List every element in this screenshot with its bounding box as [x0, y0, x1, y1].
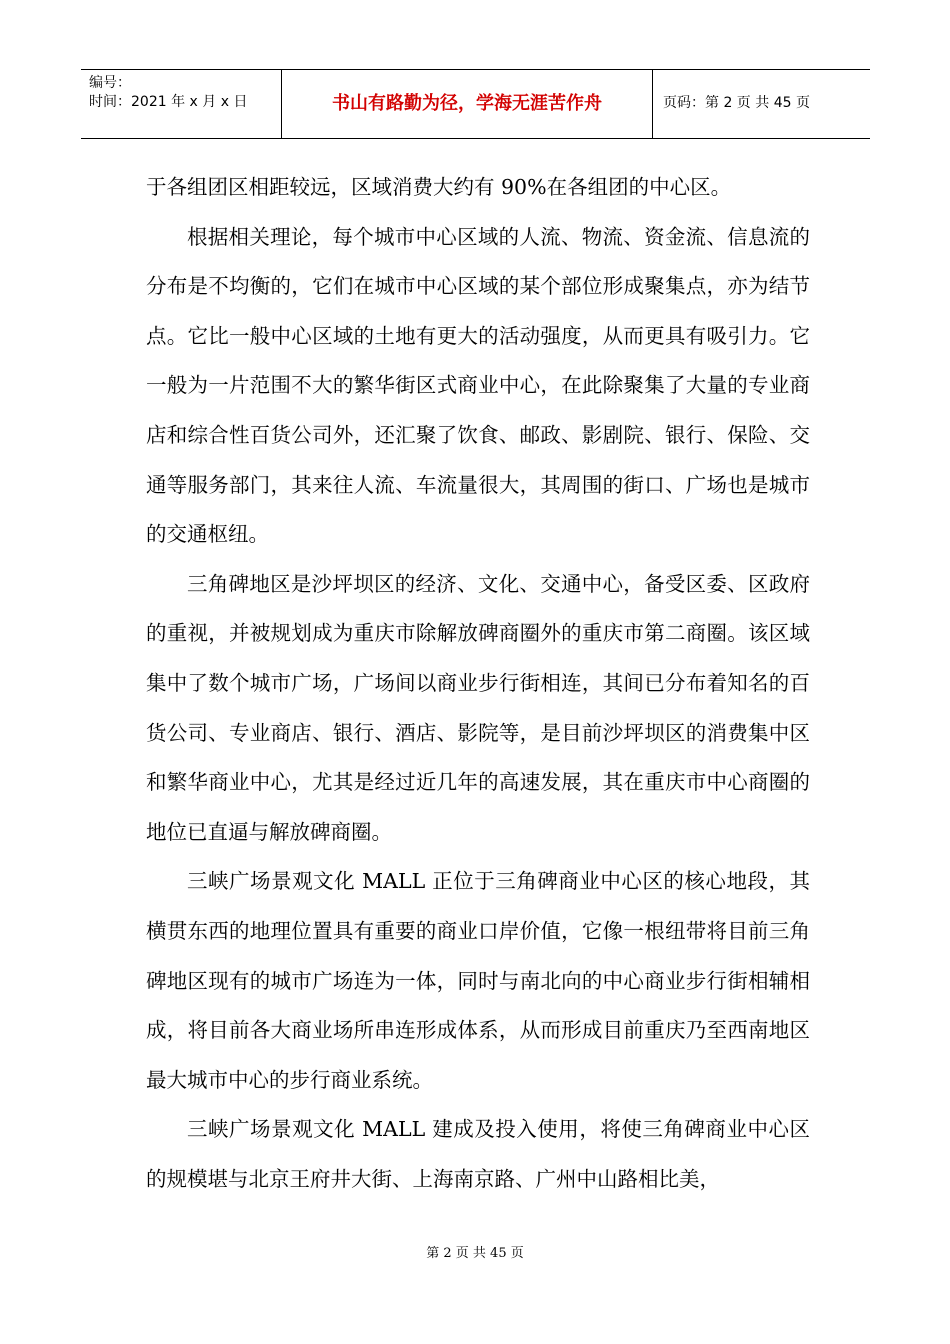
body-paragraph: 根据相关理论，每个城市中心区域的人流、物流、资金流、信息流的分布是不均衡的，它们在城市中心区域的某个部位形成聚集点，亦为结节点。它比一般中心区域的土地有更大的活动强度，从而更具有吸引力。它一般为一片范围不大的繁华街区式商业中心，在此除聚集了大量的专业商店和综合性百货公司外，还汇聚了饮食、邮政、影剧院、银行、保险、交通等服务部门，其来往人流、车流量很大，其周围的街口、广场也是城市的交通枢纽。 [146, 224, 810, 547]
header-info-cell [81, 70, 282, 138]
page-header [81, 69, 870, 139]
body-paragraph: 于各组团区相距较远，区域消费大约有 90%在各组团的中心区。 [146, 175, 732, 199]
document-body [146, 163, 810, 1204]
body-paragraph: 三角碑地区是沙坪坝区的经济、文化、交通中心，备受区委、区政府的重视，并被规划成为重庆市除解放碑商圈外的重庆市第二商圈。该区域集中了数个城市广场，广场间以商业步行街相连，其间已分布着知名的百货公司、专业商店、银行、酒店、影院等，是目前沙坪坝区的消费集中区和繁华商业中心，尤其是经过近几年的高速发展，其在重庆市中心商圈的地位已直逼与解放碑商圈。 [146, 571, 810, 844]
body-paragraph: 三峡广场景观文化 MALL 建成及投入使用，将使三角碑商业中心区的规模堪与北京王府井大街、上海南京路、广州中山路相比美， [146, 1117, 810, 1191]
header-motto: 书山有路勤为径，学海无涯苦作舟 [332, 93, 602, 114]
document-number-label: 编号： [89, 75, 131, 91]
page-footer: 第 2 页 共 45 页 [426, 1246, 524, 1261]
document-date: 时间：2021 年 x 月 x 日 [89, 94, 248, 110]
header-page-cell [653, 70, 870, 138]
body-paragraph: 三峡广场景观文化 MALL 正位于三角碑商业中心区的核心地段，其横贯东西的地理位置具有重要的商业口岸价值，它像一根纽带将目前三角碑地区现有的城市广场连为一体，同时与南北向的中心商业步行街相辅相成，将目前各大商业场所串连形成体系，从而形成目前重庆乃至西南地区最大城市中心的步行商业系统。 [146, 869, 810, 1092]
header-motto-cell [282, 70, 653, 138]
header-page-info: 页码：第 2 页 共 45 页 [663, 95, 810, 111]
